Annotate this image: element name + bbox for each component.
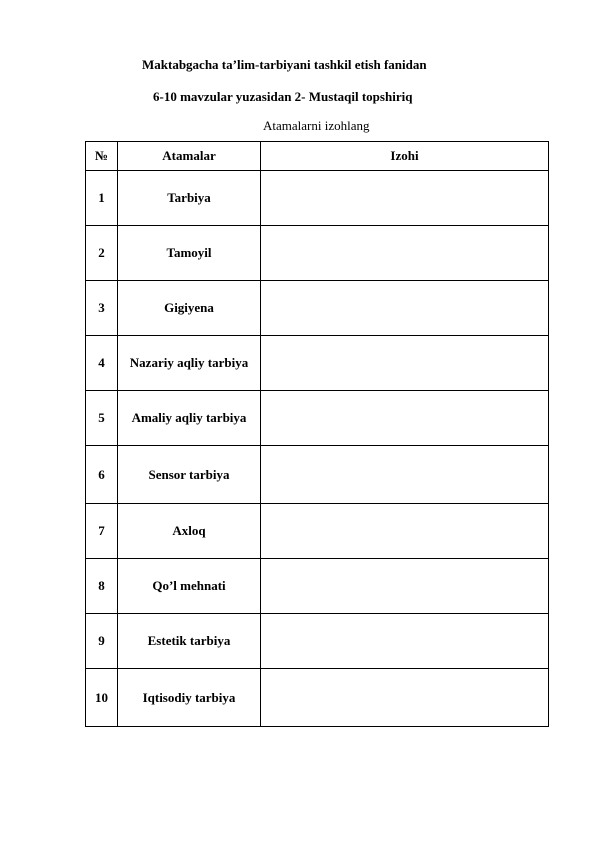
definition-cell[interactable]: [261, 559, 549, 614]
term-cell: Iqtisodiy tarbiya: [118, 669, 261, 727]
column-header-definition: Izohi: [261, 142, 549, 171]
table-row: [86, 614, 549, 669]
row-number: 1: [86, 171, 118, 226]
terms-table: [85, 141, 549, 727]
definition-cell[interactable]: [261, 504, 549, 559]
definition-cell[interactable]: [261, 446, 549, 504]
document-title-line-1: Maktabgacha ta’lim-tarbiyani tashkil etish fanidan: [142, 57, 427, 72]
table-header-row: [86, 142, 549, 171]
table-row: [86, 504, 549, 559]
term-cell: Sensor tarbiya: [118, 446, 261, 504]
table-row: [86, 281, 549, 336]
definition-cell[interactable]: [261, 226, 549, 281]
term-cell: Amaliy aqliy tarbiya: [118, 391, 261, 446]
table-row: [86, 669, 549, 727]
row-number: 8: [86, 559, 118, 614]
term-cell: Qo’l mehnati: [118, 559, 261, 614]
row-number: 10: [86, 669, 118, 727]
term-cell: Tarbiya: [118, 171, 261, 226]
table-row: [86, 391, 549, 446]
term-cell: Gigiyena: [118, 281, 261, 336]
column-header-terms: Atamalar: [118, 142, 261, 171]
row-number: 2: [86, 226, 118, 281]
term-cell: Axloq: [118, 504, 261, 559]
table-row: [86, 446, 549, 504]
table-row: [86, 559, 549, 614]
row-number: 5: [86, 391, 118, 446]
row-number: 4: [86, 336, 118, 391]
definition-cell[interactable]: [261, 336, 549, 391]
row-number: 3: [86, 281, 118, 336]
table-row: [86, 336, 549, 391]
row-number: 6: [86, 446, 118, 504]
document-subtitle: Atamalarni izohlang: [263, 118, 370, 133]
table-row: [86, 226, 549, 281]
definition-cell[interactable]: [261, 281, 549, 336]
term-cell: Estetik tarbiya: [118, 614, 261, 669]
definition-cell[interactable]: [261, 614, 549, 669]
definition-cell[interactable]: [261, 391, 549, 446]
row-number: 7: [86, 504, 118, 559]
table-row: [86, 171, 549, 226]
document-title-line-2: 6-10 mavzular yuzasidan 2- Mustaqil topshiriq: [153, 89, 413, 104]
term-cell: Tamoyil: [118, 226, 261, 281]
term-cell: Nazariy aqliy tarbiya: [118, 336, 261, 391]
definition-cell[interactable]: [261, 669, 549, 727]
column-header-number: №: [86, 142, 118, 171]
row-number: 9: [86, 614, 118, 669]
definition-cell[interactable]: [261, 171, 549, 226]
